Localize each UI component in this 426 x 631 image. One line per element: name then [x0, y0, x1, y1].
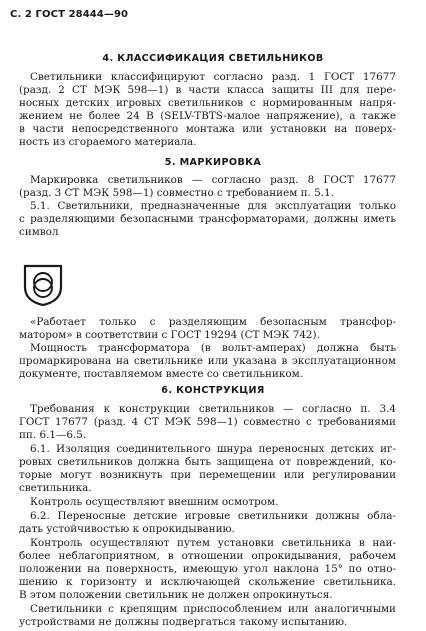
text-line: Мощность трансформатора (в вольт-амперах) должна быть: [30, 342, 396, 354]
text-line: светильника.: [19, 482, 92, 494]
text-line: символ: [19, 226, 59, 238]
text-line: в части непосредственного монтажа или установки на поверх-: [19, 123, 396, 135]
text-line: жением не более 24 В (SELV-TBTS-малое напряжение), а также: [19, 110, 396, 122]
text-line: 6.2. Переносные детские игровые светильники должны обла-: [30, 510, 396, 522]
text-line: (разд. 3 СТ МЭК 598—1) совместно с требованием п. 5.1.: [19, 187, 334, 199]
section-heading-classification: 4. КЛАССИФИКАЦИЯ СВЕТИЛЬНИКОВ: [102, 53, 324, 64]
text-line: носных детских игровых светильников с нормированным напря-: [19, 97, 396, 109]
text-line: устройствами не должны подвергаться такому испытанию.: [19, 616, 348, 628]
text-line: дать устойчивостью к опрокидыванию.: [19, 523, 235, 535]
text-line: Светильники с крепящим приспособлением или аналогичными: [30, 603, 396, 615]
text-line: с разделяющими безопасными трансформаторами, должны иметь: [19, 213, 396, 225]
text-line: документе, поставляемом вместе со светильником.: [19, 368, 303, 380]
text-line: 6.1. Изоляция соединительного шнура переносных детских иг-: [30, 443, 396, 455]
text-line: положении на поверхность, имеющую угол наклона 15° по отно-: [19, 563, 396, 575]
text-line: (разд. 2 СТ МЭК 598—1) в части класса защиты III для пере-: [19, 84, 396, 96]
section-heading-marking: 5. МАРКИРОВКА: [164, 157, 262, 168]
text-line: Контроль осуществляют внешним осмотром.: [30, 496, 279, 508]
text-line: Маркировка светильников — согласно разд. 8 ГОСТ 17677: [30, 174, 396, 186]
text-line: Контроль осуществляют путем установки светильника в наи-: [30, 537, 396, 549]
text-line: 5.1. Светильники, предназначенные для эксплуатации только: [30, 200, 396, 212]
text-line: торые могут возникнуть при перемещении или регулировании: [19, 469, 396, 481]
page-header: С. 2 ГОСТ 28444—90: [10, 9, 129, 20]
section-heading-construction: 6. КОНСТРУКЦИЯ: [161, 385, 265, 396]
text-line: шению к горизонту и исключающей скольжение светильника.: [19, 576, 396, 588]
text-line: ГОСТ 17677 (разд. 4 СТ МЭК 598—1) совместно с требованиями: [19, 416, 396, 428]
text-line: Светильники классифицируют согласно разд. 1 ГОСТ 17677: [30, 71, 396, 83]
safety-isolating-transformer-symbol-icon: [22, 263, 64, 307]
text-line: ровых светильников должна быть защищена от повреждений, ко-: [19, 456, 396, 468]
text-line: промаркирована на светильнике или указана в эксплуатационном: [19, 355, 396, 367]
text-line: ность из сгораемого материала.: [19, 136, 197, 148]
text-line: В этом положении светильник не должен опрокинуться.: [19, 589, 333, 601]
text-line: пп. 6.1—6.5.: [19, 429, 87, 441]
text-line: матором» в соответствии с ГОСТ 19294 (СТ МЭК 742).: [19, 329, 320, 341]
text-line: Требования к конструкции светильников — согласно п. 3.4: [30, 403, 396, 415]
text-line: «Работает только с разделяющим безопасным трансфор-: [30, 316, 396, 328]
text-line: более неблагоприятном, в отношении опрокидывания, рабочем: [19, 550, 396, 562]
